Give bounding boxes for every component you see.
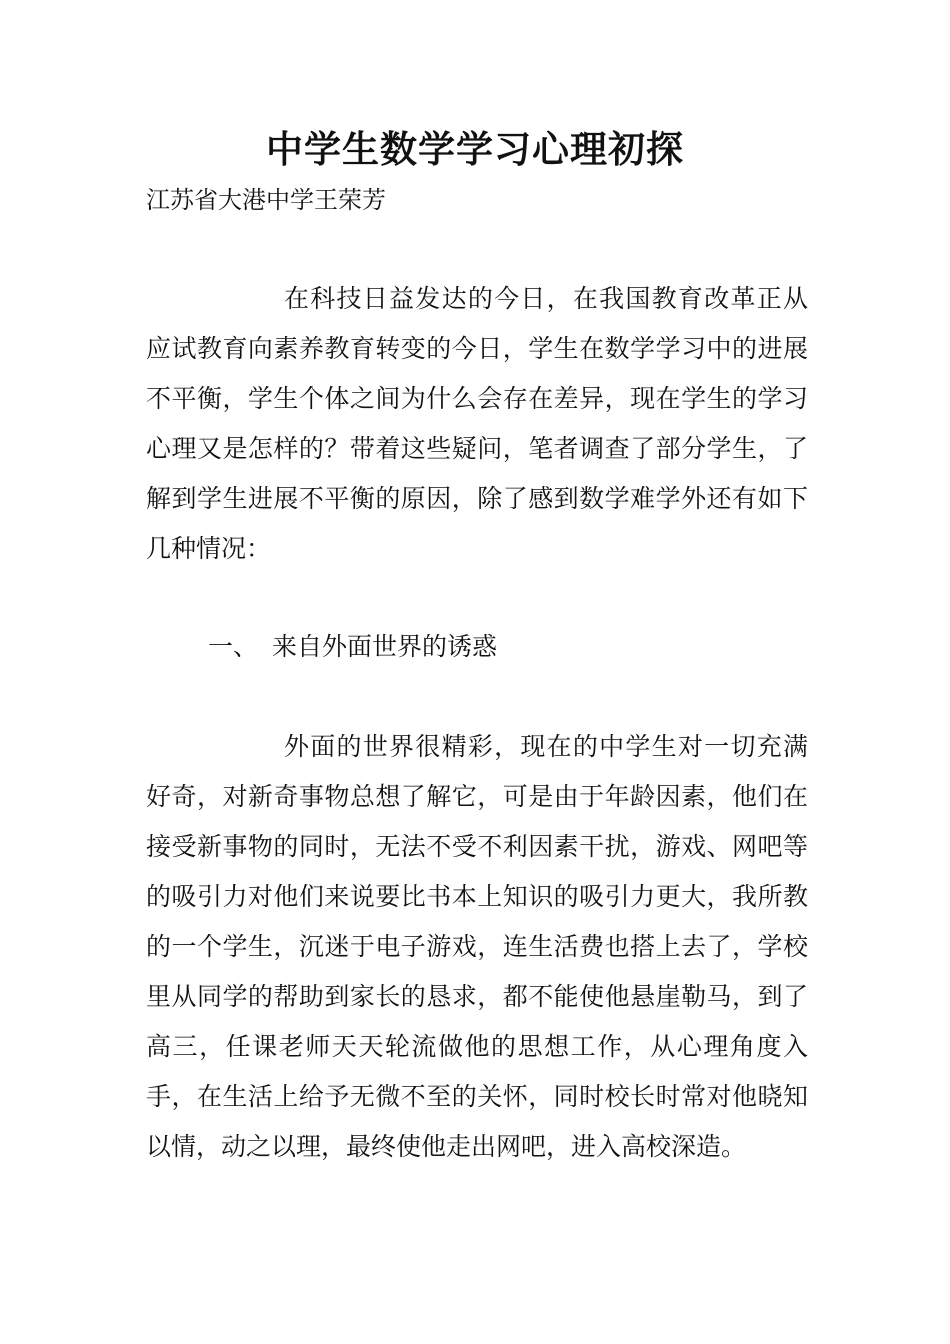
section-number: 一、 <box>208 632 259 661</box>
author-line: 江苏省大港中学王荣芳 <box>146 186 386 214</box>
section-heading <box>208 622 497 672</box>
section-title: 来自外面世界的诱惑 <box>272 632 498 661</box>
body-paragraph: 外面的世界很精彩，现在的中学生对一切充满好奇，对新奇事物总想了解它，可是由于年龄因素，他们在接受新事物的同时，无法不受不利因素干扰，游戏、网吧等的吸引力对他们来说要比书本上知识的吸引力更大，我所教的一个学生，沉迷于电子游戏，连生活费也搭上去了，学校里从同学的帮助到家长的恳求，都不能使他悬崖勒马，到了高三，任课老师天天轮流做他的思想工作，从心理角度入手，在生活上给予无微不至的关怀，同时校长时常对他晓知以情，动之以理，最终使他走出网吧，进入高校深造。 <box>146 732 808 1161</box>
document-title: 中学生数学学习心理初探 <box>266 128 684 171</box>
body-paragraph: 在科技日益发达的今日，在我国教育改革正从应试教育向素养教育转变的今日，学生在数学学习中的进展不平衡，学生个体之间为什么会存在差异，现在学生的学习心理又是怎样的？带着这些疑问，笔者调查了部分学生，了解到学生进展不平衡的原因，除了感到数学难学外还有如下几种情况： <box>146 284 808 563</box>
